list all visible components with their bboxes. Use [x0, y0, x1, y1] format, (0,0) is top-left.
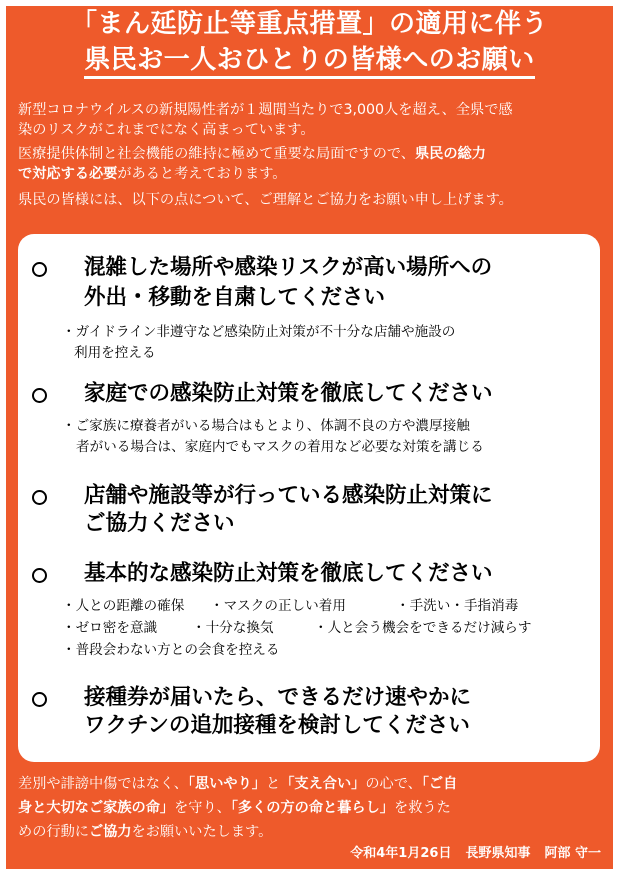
intro-line-1: 新型コロナウイルスの新規陽性者が１週間当たりで3,000人を超え、全県で感 — [18, 102, 513, 118]
footer-emphasis: 「ご自 — [421, 776, 458, 792]
signature-office: 長野県知事 — [465, 846, 531, 861]
request-heading: 混雑した場所や感染リスクが高い場所への — [84, 255, 493, 280]
request-heading: 店舗や施設等が行っている感染防止対策に — [84, 483, 493, 508]
signature — [336, 842, 601, 861]
request-heading: 接種券が届いたら、できるだけ速やかに — [84, 685, 472, 710]
circle-bullet-icon — [32, 692, 47, 707]
request-detail: ・手洗い・手指消毒 — [396, 598, 519, 614]
footer-text: めの行動に — [18, 824, 89, 840]
circle-bullet-icon — [32, 490, 47, 505]
signature-name: 阿部 守一 — [544, 846, 601, 861]
requests-card — [18, 234, 600, 762]
footer-line-2 — [18, 798, 608, 818]
request-detail: 者がいる場合は、家庭内でもマスクの着用など必要な対策を講じる — [76, 439, 484, 455]
footer-emphasis: 「支え合い」 — [280, 776, 366, 792]
request-detail: ・マスクの正しい着用 — [210, 598, 346, 614]
request-detail: ・ご家族に療養者がいる場合はもとより、体調不良の方や濃厚接触 — [62, 418, 470, 434]
footer-emphasis: ご協力 — [88, 824, 132, 840]
footer-text: を救うた — [394, 800, 451, 816]
footer-emphasis: 「思いやり」 — [187, 776, 266, 792]
footer-line-1 — [18, 774, 608, 794]
footer-text: 差別や誹謗中傷ではなく、 — [18, 776, 188, 792]
footer-line-3 — [18, 822, 608, 842]
footer-text: をお願いいたします。 — [131, 824, 273, 840]
footer-text: の心で、 — [365, 776, 422, 792]
title-line-1: 「まん延防止等重点措置」の適用に伴う — [70, 9, 548, 39]
footer-emphasis: 「多くの方の命と暮らし」 — [230, 800, 394, 816]
request-detail: ・十分な換気 — [192, 620, 274, 636]
footer-emphasis: 身と大切なご家族の命」 — [18, 800, 175, 816]
request-heading: ワクチンの追加接種を検討してください — [84, 713, 470, 738]
intro-text: 医療提供体制と社会機能の維持に極めて重要な局面ですので、 — [18, 146, 415, 162]
circle-bullet-icon — [32, 568, 47, 583]
footer-text: を守り、 — [174, 800, 231, 816]
request-detail: ・人と会う機会をできるだけ減らす — [314, 620, 532, 636]
intro-line-3 — [18, 144, 606, 164]
request-detail: 利用を控える — [74, 345, 156, 361]
intro-line-4 — [18, 164, 606, 184]
circle-bullet-icon — [32, 262, 47, 277]
request-heading: 基本的な感染防止対策を徹底してください — [84, 561, 493, 586]
request-detail: ・人との距離の確保 — [62, 598, 185, 614]
signature-date: 令和4年1月26日 — [350, 846, 452, 861]
request-heading: 外出・移動を自粛してください — [84, 285, 386, 310]
intro-text: があると考えております。 — [117, 166, 287, 182]
footer-text: と — [266, 776, 281, 792]
request-detail: ・ガイドライン非遵守など感染防止対策が不十分な店舗や施設の — [62, 324, 456, 340]
intro-emphasis: 県民の総力 — [414, 146, 486, 162]
title-line-2 — [6, 44, 613, 76]
intro-emphasis: で対応する必要 — [18, 166, 118, 182]
intro-line-2: 染のリスクがこれまでになく高まっています。 — [18, 122, 315, 138]
request-detail: ・普段会わない方との会食を控える — [62, 642, 280, 658]
request-heading: ご協力ください — [84, 511, 235, 536]
notice-sheet — [6, 6, 613, 869]
request-heading: 家庭での感染防止対策を徹底してください — [84, 381, 493, 406]
intro-line-5: 県民の皆様には、以下の点について、ご理解とご協力をお願い申し上げます。 — [18, 192, 513, 208]
request-detail: ・ゼロ密を意識 — [62, 620, 158, 636]
title-line-2-text: 県民お一人おひとりの皆様へのお願い — [84, 45, 535, 79]
circle-bullet-icon — [32, 388, 47, 403]
